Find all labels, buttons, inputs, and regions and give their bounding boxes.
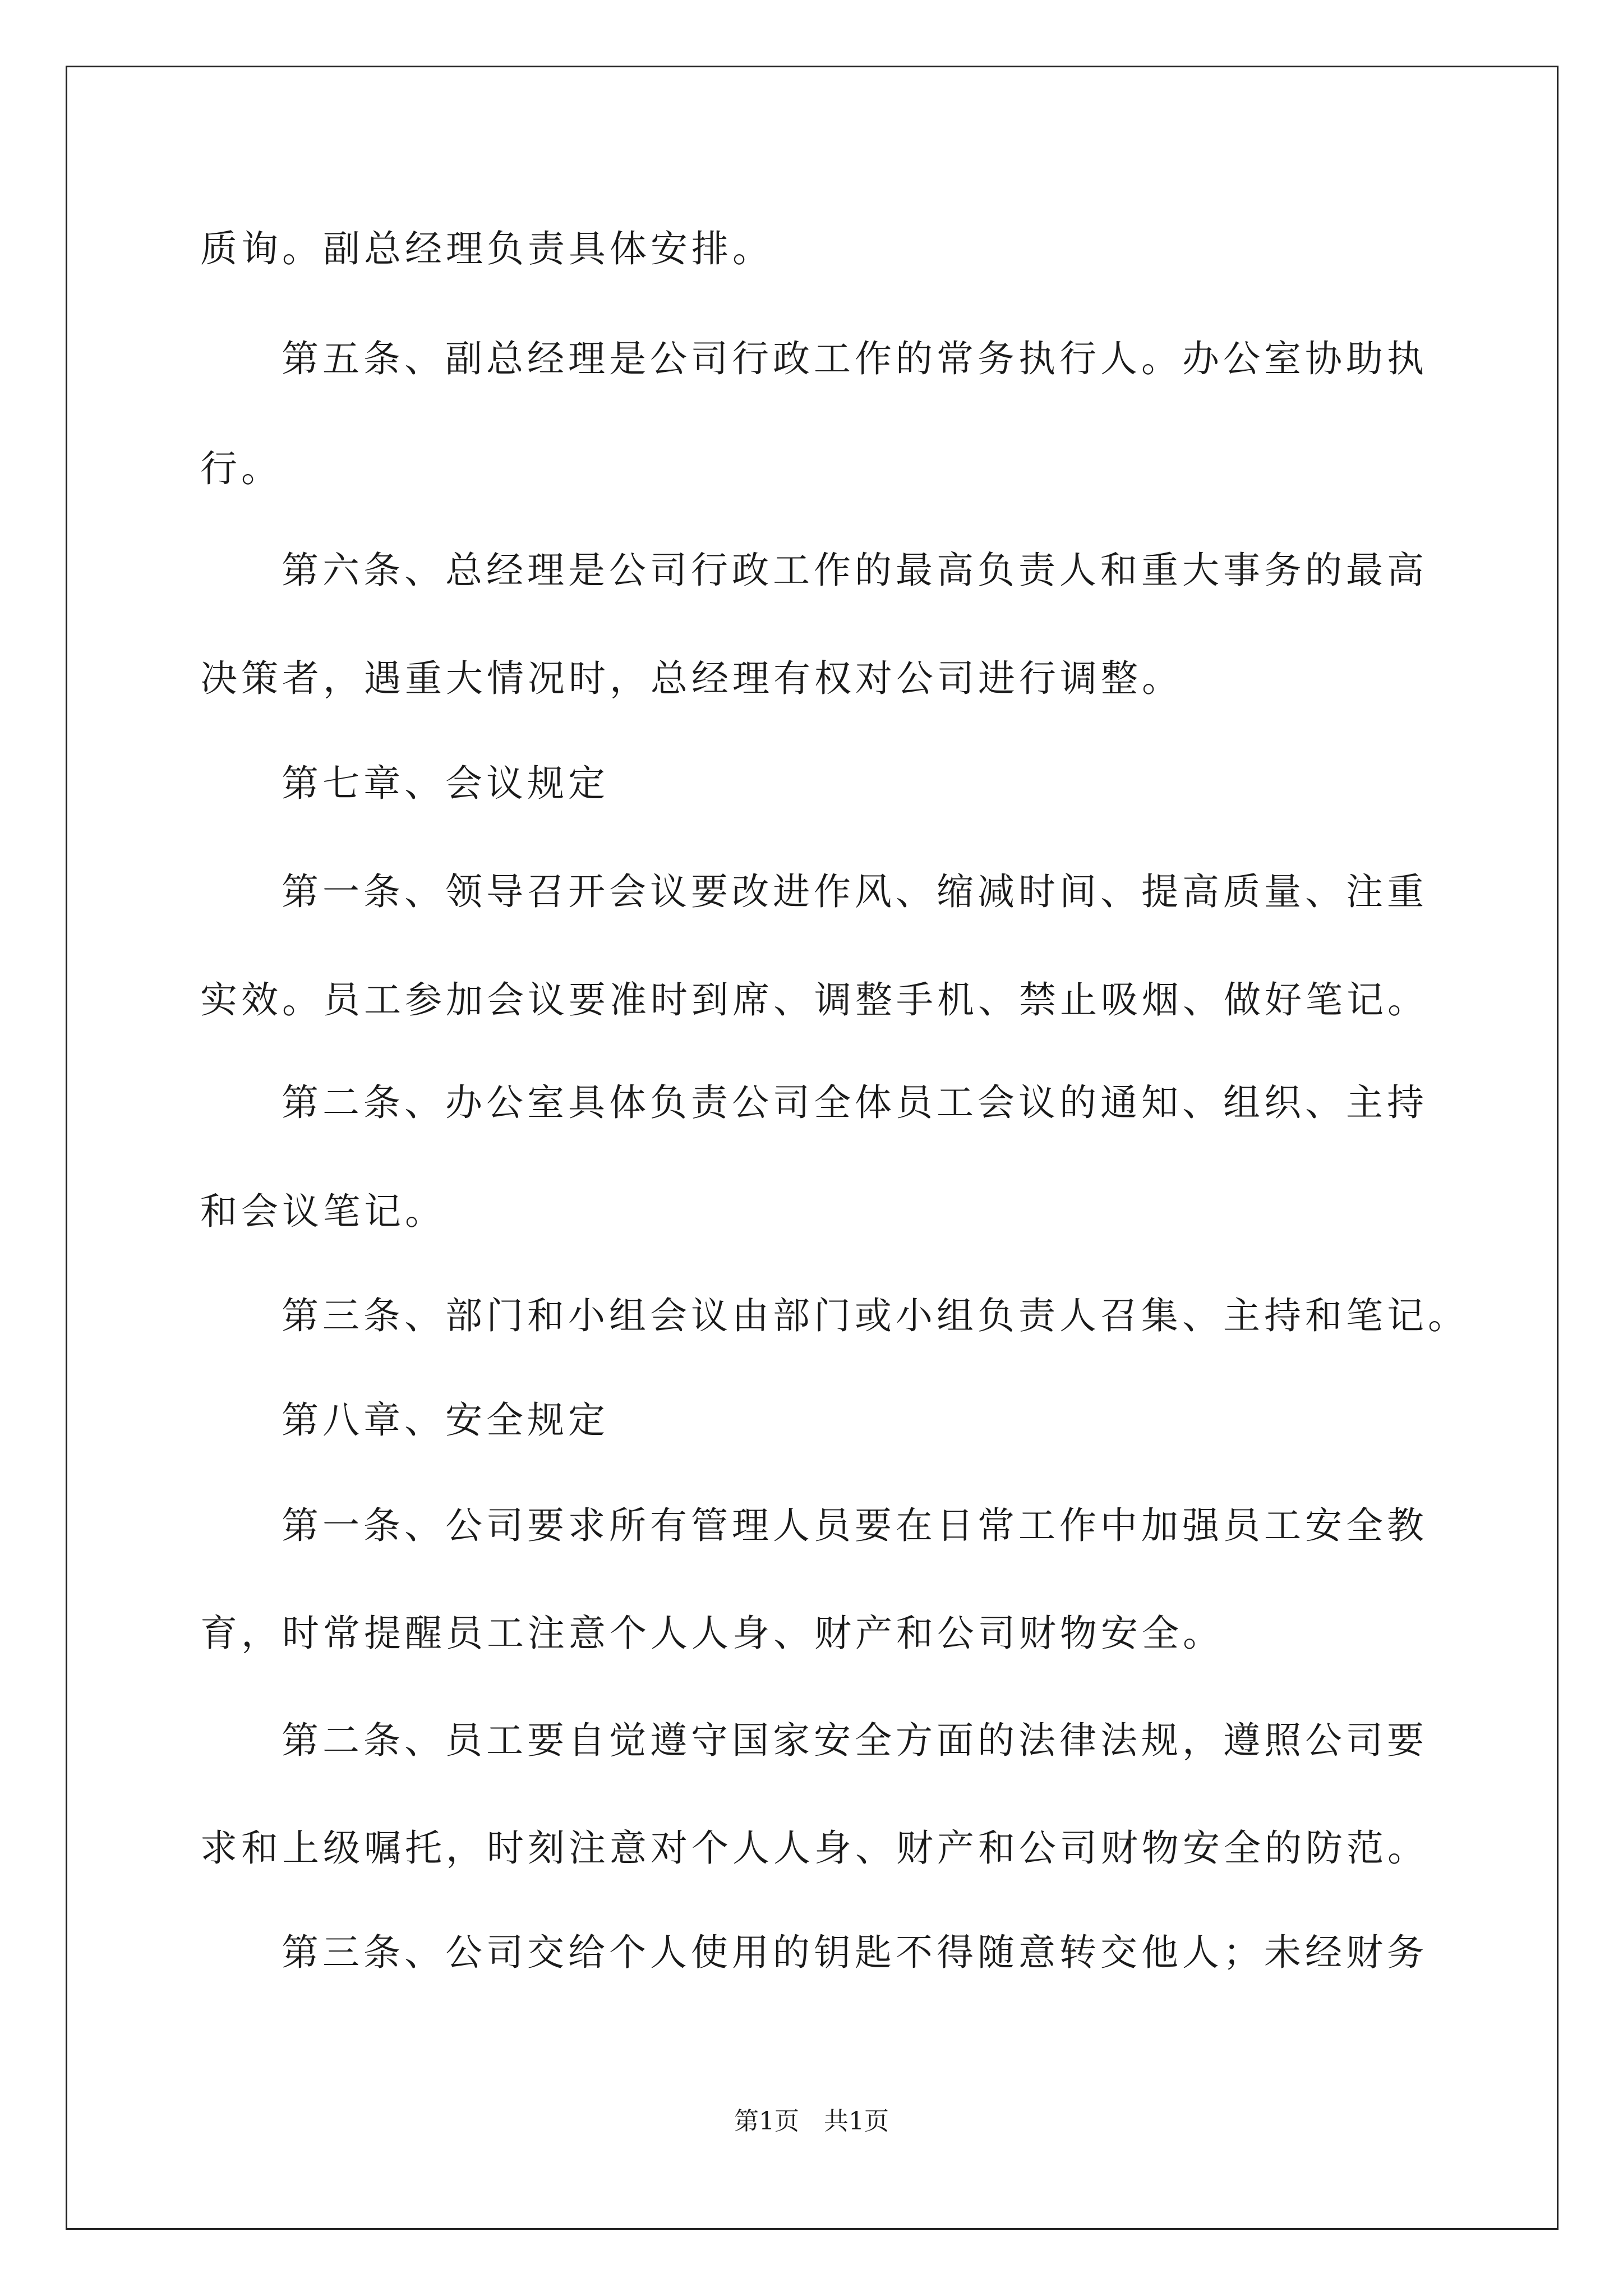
text-line: 第三条、公司交给个人使用的钥匙不得随意转交他人；未经财务 — [282, 1931, 1428, 1974]
text-line: 第一条、公司要求所有管理人员要在日常工作中加强员工安全教 — [282, 1504, 1428, 1547]
text-line: 决策者，遇重大情况时，总经理有权对公司进行调整。 — [200, 657, 1183, 700]
page-number: 第1页 — [734, 2107, 799, 2136]
text-line: 育，时常提醒员工注意个人人身、财产和公司财物安全。 — [200, 1612, 1224, 1655]
text-line: 第三条、部门和小组会议由部门或小组负责人召集、主持和笔记。 — [282, 1294, 1469, 1337]
page-total: 共1页 — [824, 2107, 889, 2136]
text-line: 第五条、副总经理是公司行政工作的常务执行人。办公室协助执 — [282, 337, 1428, 380]
text-line: 第二条、办公室具体负责公司全体员工会议的通知、组织、主持 — [282, 1081, 1428, 1124]
page-footer — [0, 2105, 1623, 2138]
text-line: 第六条、总经理是公司行政工作的最高负责人和重大事务的最高 — [282, 549, 1428, 592]
text-line: 第二条、员工要自觉遵守国家安全方面的法律法规，遵照公司要 — [282, 1719, 1428, 1762]
text-line: 求和上级嘱托，时刻注意对个人人身、财产和公司财物安全的防范。 — [200, 1826, 1428, 1870]
text-line: 实效。员工参加会议要准时到席、调整手机、禁止吸烟、做好笔记。 — [200, 978, 1428, 1022]
chapter-heading: 第七章、会议规定 — [282, 762, 609, 805]
page-border — [66, 66, 1559, 2230]
text-line: 行。 — [200, 447, 282, 490]
text-line: 质询。副总经理负责具体安排。 — [200, 227, 773, 270]
text-line: 和会议笔记。 — [200, 1190, 446, 1233]
text-line: 第一条、领导召开会议要改进作风、缩减时间、提高质量、注重 — [282, 870, 1428, 913]
chapter-heading: 第八章、安全规定 — [282, 1398, 609, 1442]
